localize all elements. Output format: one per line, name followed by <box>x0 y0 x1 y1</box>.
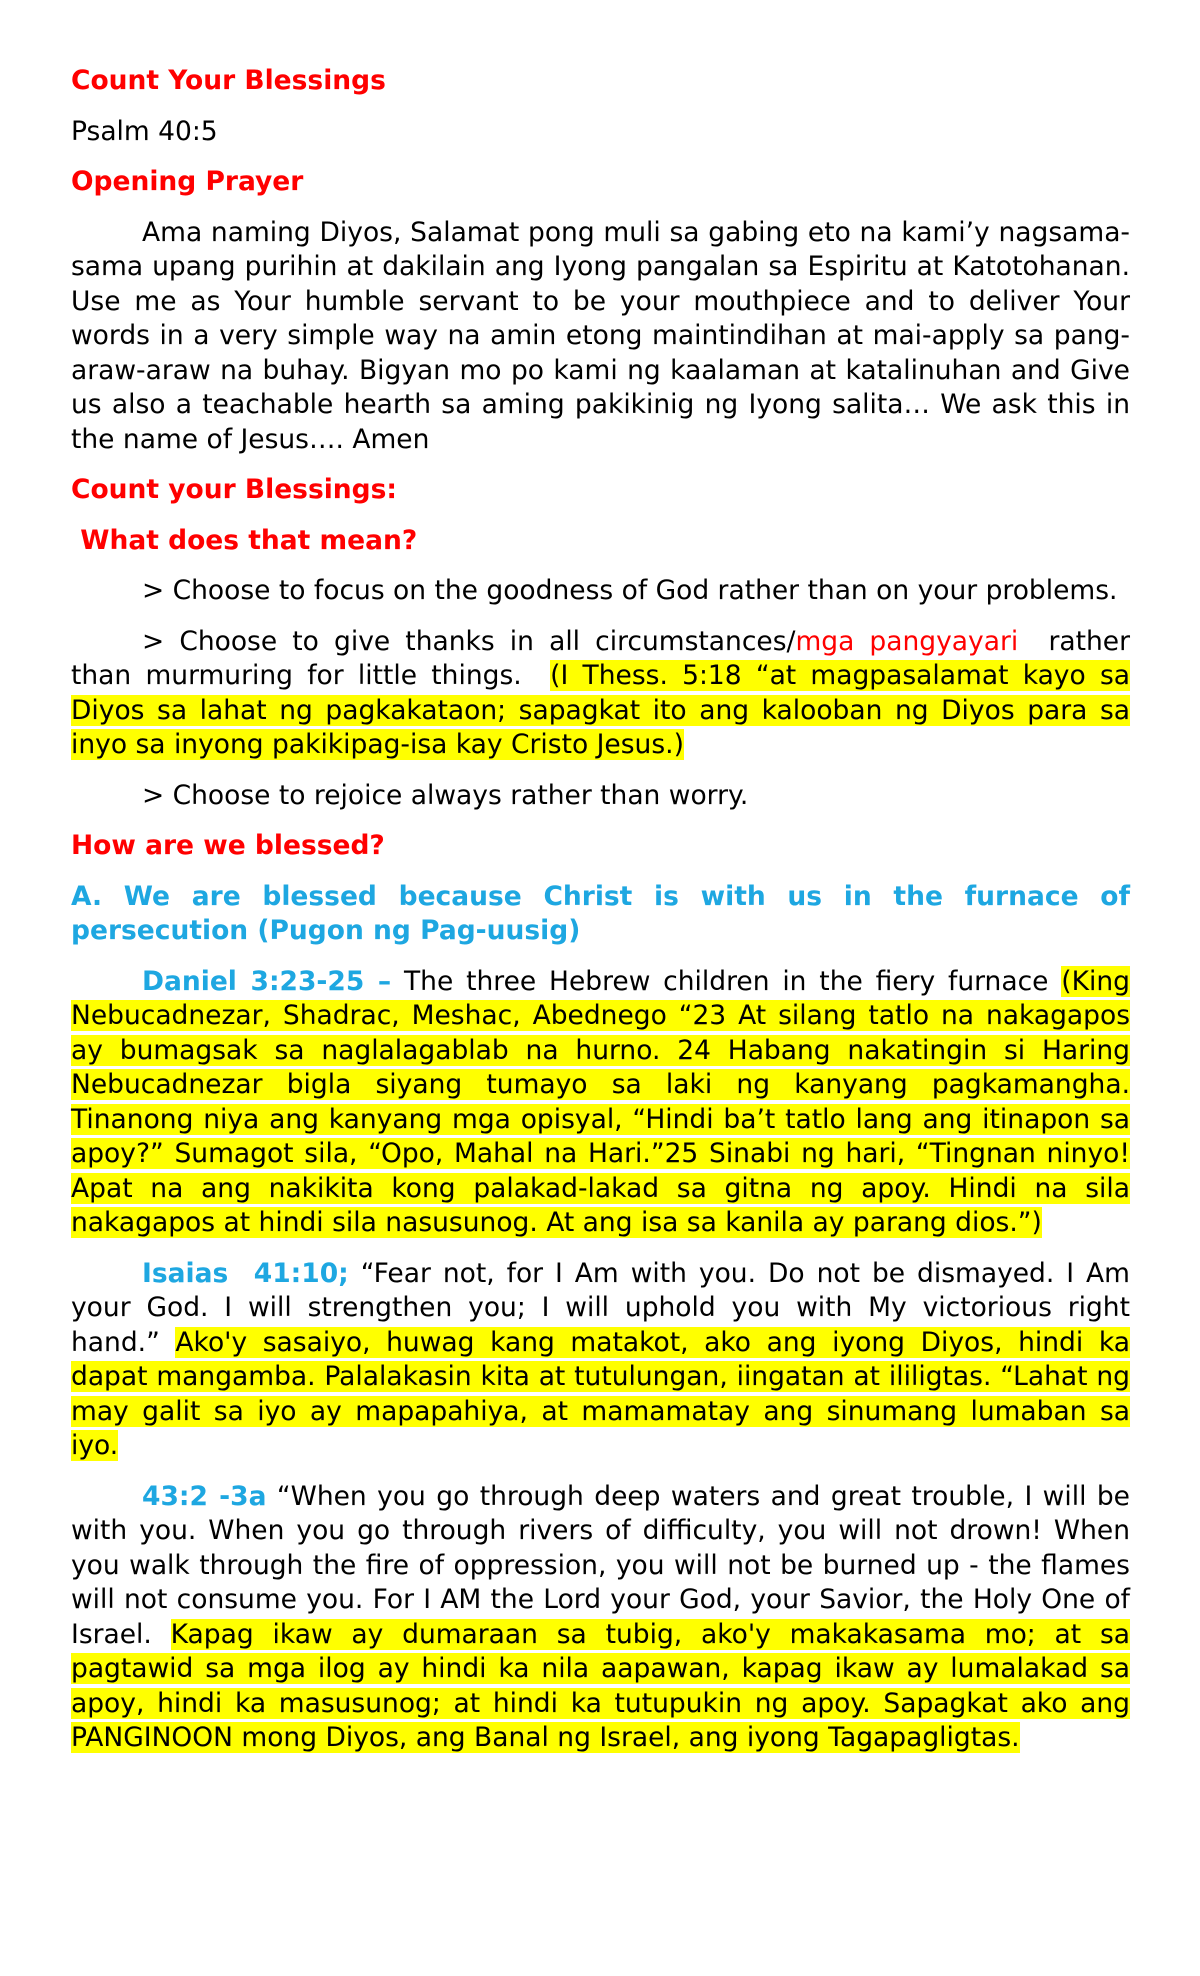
point-rejoice: > Choose to rejoice always rather than worry. <box>142 779 749 811</box>
isaias-43-reference: 43:2 -3a <box>142 1480 267 1512</box>
isaias-text: “Fear not, for I Am with you. Do not be dismayed. I Am your God. I will strengthen you; I will uphold you with My victorious right hand.” <box>71 1257 1130 1358</box>
point-give-thanks-tagalog: mga pangyayari <box>795 625 1019 657</box>
count-blessings-heading: Count your Blessings: <box>71 474 398 505</box>
scripture-reference: Psalm 40:5 <box>71 115 218 147</box>
isaias-highlight: Ako'y sasaiyo, huwag kang matakot, ako ang iyong Diyos, hindi ka dapat mangamba. Palalakasin kita at tutulungan, iingatan at ililigtas. “Lahat ng may galit sa iyo ay mapapahiya, at mamamatay ang sinumang lumaban sa iyo. <box>71 1326 1130 1461</box>
daniel-passage <box>71 965 1130 1241</box>
point-give-thanks <box>71 625 1139 763</box>
isaias-43-highlight: Kapag ikaw ay dumaraan sa tubig, ako'y makakasama mo; at sa pagtawid sa mga ilog ay hindi ka nila aapawan, kapag ikaw ay lumalakad sa apoy, hindi ka masusunog; at hindi ka tutupukin ng apoy. Sapagkat ako ang PANGINOON mong Diyos, ang Banal ng Israel, ang iyong Tagapagligtas. <box>71 1618 1130 1753</box>
isaias-passage <box>71 1257 1130 1464</box>
isaias-43-passage <box>71 1480 1130 1756</box>
how-blessed-heading: How are we blessed? <box>71 830 385 861</box>
point-a-heading: A. We are blessed because Christ is with us in the furnace of persecution (Pugon ng Pag-uusig) <box>71 880 1130 946</box>
isaias-43-text: “When you go through deep waters and great trouble, I will be with you. When you go through rivers of difficulty, you will not drown! When you walk through the fire of oppression, you will not be burned up - the flames will not consume you. For I AM the Lord your God, your Savior, the Holy One of Israel. <box>71 1480 1130 1650</box>
thess-verse-highlight: (I Thess. 5:18 “at magpasalamat kayo sa Diyos sa lahat ng pagkakataon; sapagkat ito ang kalooban ng Diyos para sa inyo sa inyong pakikipag-isa kay Cristo Jesus.) <box>71 660 1130 760</box>
meaning-subheading: What does that mean? <box>71 524 418 556</box>
point-give-thanks-text-2: rather than murmuring for little things. <box>71 625 1139 691</box>
document-title: Count Your Blessings <box>71 65 386 96</box>
point-give-thanks-text: > Choose to give thanks in all circumstances/ <box>142 625 796 657</box>
daniel-reference: Daniel 3:23-25 – <box>142 965 392 997</box>
opening-prayer-text: Ama naming Diyos, Salamat pong muli sa gabing eto na kami’y nagsama-sama upang purihin at dakilain ang Iyong pangalan sa Espiritu at Katotohanan. Use me as Your humble servant to be your mouthpiece and to deliver Your words in a very simple way na amin etong maintindihan at mai-apply sa pang- araw-araw na buhay. Bigyan mo po kami ng kaalaman at katalinuhan and Give us also a teachable hearth sa aming pakikinig ng Iyong salita… We ask this in the name of Jesus…. Amen <box>71 216 1130 455</box>
point-focus-goodness: > Choose to focus on the goodness of God rather than on your problems. <box>142 575 1118 606</box>
opening-prayer-heading: Opening Prayer <box>71 166 304 197</box>
isaias-reference: Isaias 41:10; <box>142 1257 349 1289</box>
daniel-text: The three Hebrew children in the fiery furnace <box>391 965 1062 997</box>
daniel-highlight: (King Nebucadnezar, Shadrac, Meshac, Abednego “23 At silang tatlo na nakagapos ay bumagsak sa naglalagablab na hurno. 24 Habang nakatingin si Haring Nebucadnezar bigla siyang tumayo sa laki ng kanyang pagkamangha. Tinanong niya ang kanyang mga opisyal, “Hindi ba’t tatlo lang ang itinapon sa apoy?” Sumagot sila, “Opo, Mahal na Hari.”25 Sinabi ng hari, “Tingnan ninyo! Apat na ang nakikita kong palakad-lakad sa gitna ng apoy. Hindi na sila nakagapos at hindi sila nasusunog. At ang isa sa kanila ay parang dios.”) <box>71 965 1130 1238</box>
